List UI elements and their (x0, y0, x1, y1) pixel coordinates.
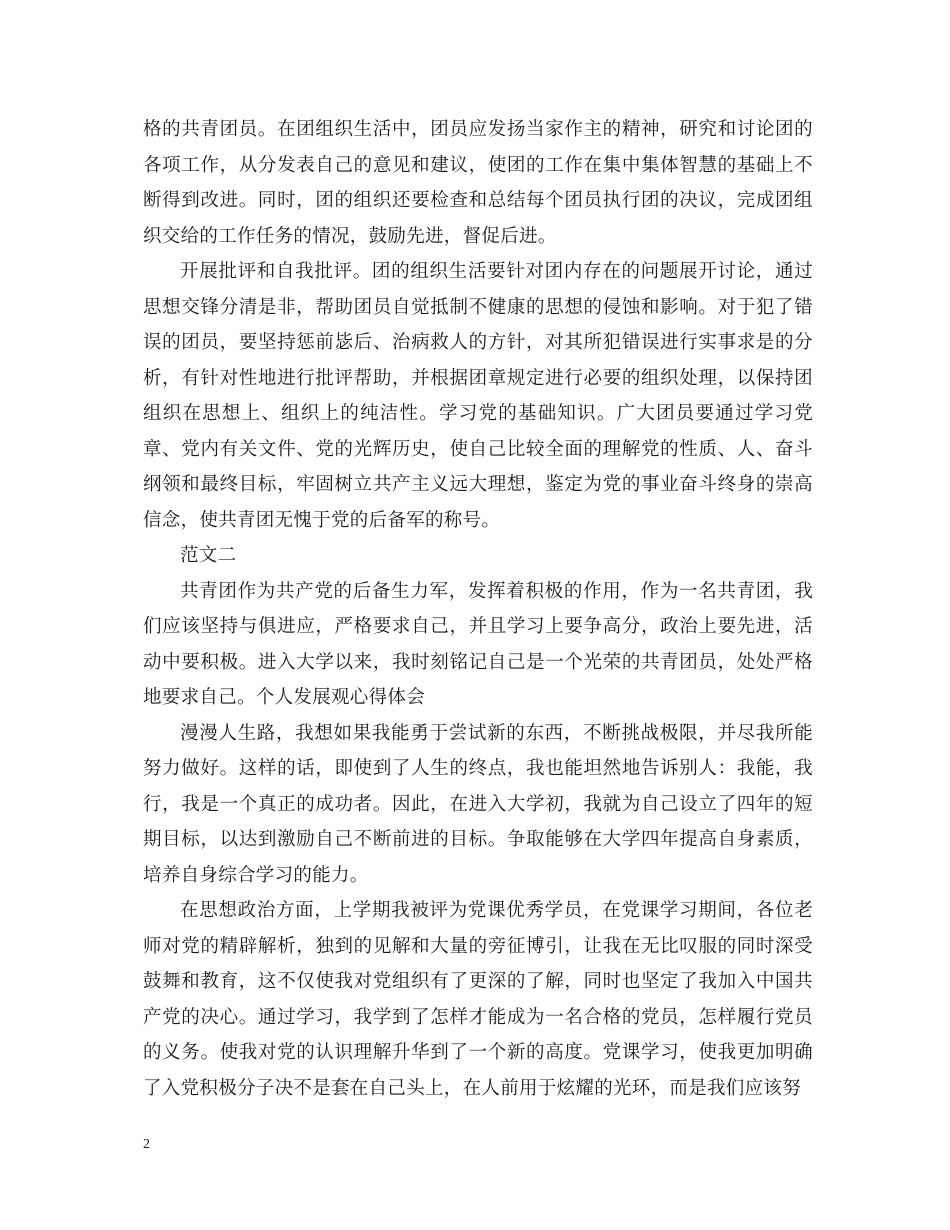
paragraph-4: 漫漫人生路，我想如果我能勇于尝试新的东西，不断挑战极限，并尽我所能努力做好。这样的话，即使到了人生的终点，我也能坦然地告诉别人：我能，我行，我是一个真正的成功者。因此，在进入大学初，我就为自己设立了四年的短期目标，以达到激励自己不断前进的目标。争取能够在大学四年提高自身素质，培养自身综合学习的能力。 (143, 722, 813, 886)
section-heading-fanwen-er: 范文二 (180, 545, 237, 566)
document-body (143, 112, 813, 1106)
paragraph-1: 格的共青团员。在团组织生活中，团员应发扬当家作主的精神，研究和讨论团的各项工作，从分发表自己的意见和建议，使团的工作在集中集体智慧的基础上不断得到改进。同时，团的组织还要检查和总结每个团员执行团的决议，完成团组织交给的工作任务的情况，鼓励先进，督促后进。 (143, 119, 813, 247)
paragraph-2: 开展批评和自我批评。团的组织生活要针对团内存在的问题展开讨论，通过思想交锋分清是非，帮助团员自觉抵制不健康的思想的侵蚀和影响。对于犯了错误的团员，要坚持惩前毖后、治病救人的方针，对其所犯错误进行实事求是的分析，有针对性地进行批评帮助，并根据团章规定进行必要的组织处理，以保持团组织在思想上、组织上的纯洁性。学习党的基础知识。广大团员要通过学习党章、党内有关文件、党的光辉历史，使自己比较全面的理解党的性质、人、奋斗纲领和最终目标，牢固树立共产主义远大理想，鉴定为党的事业奋斗终身的崇高信念，使共青团无愧于党的后备军的称号。 (143, 261, 813, 531)
page-number: 2 (143, 1137, 150, 1152)
paragraph-5: 在思想政治方面，上学期我被评为党课优秀学员，在党课学习期间，各位老师对党的精辟解析，独到的见解和大量的旁征博引，让我在无比叹服的同时深受鼓舞和教育，这不仅使我对党组织有了更深的了解，同时也坚定了我加入中国共产党的决心。通过学习，我学到了怎样才能成为一名合格的党员，怎样履行党员的义务。使我对党的认识理解升华到了一个新的高度。党课学习，使我更加明确了入党积极分子决不是套在自己头上，在人前用于炫耀的光环，而是我们应该努 (143, 900, 813, 1099)
paragraph-3: 共青团作为共产党的后备生力军，发挥着积极的作用，作为一名共青团，我们应该坚持与俱进应，严格要求自己，并且学习上要争高分，政治上要先进，活动中要积极。进入大学以来，我时刻铭记自己是一个光荣的共青团员，处处严格地要求自己。个人发展观心得体会 (143, 580, 813, 708)
